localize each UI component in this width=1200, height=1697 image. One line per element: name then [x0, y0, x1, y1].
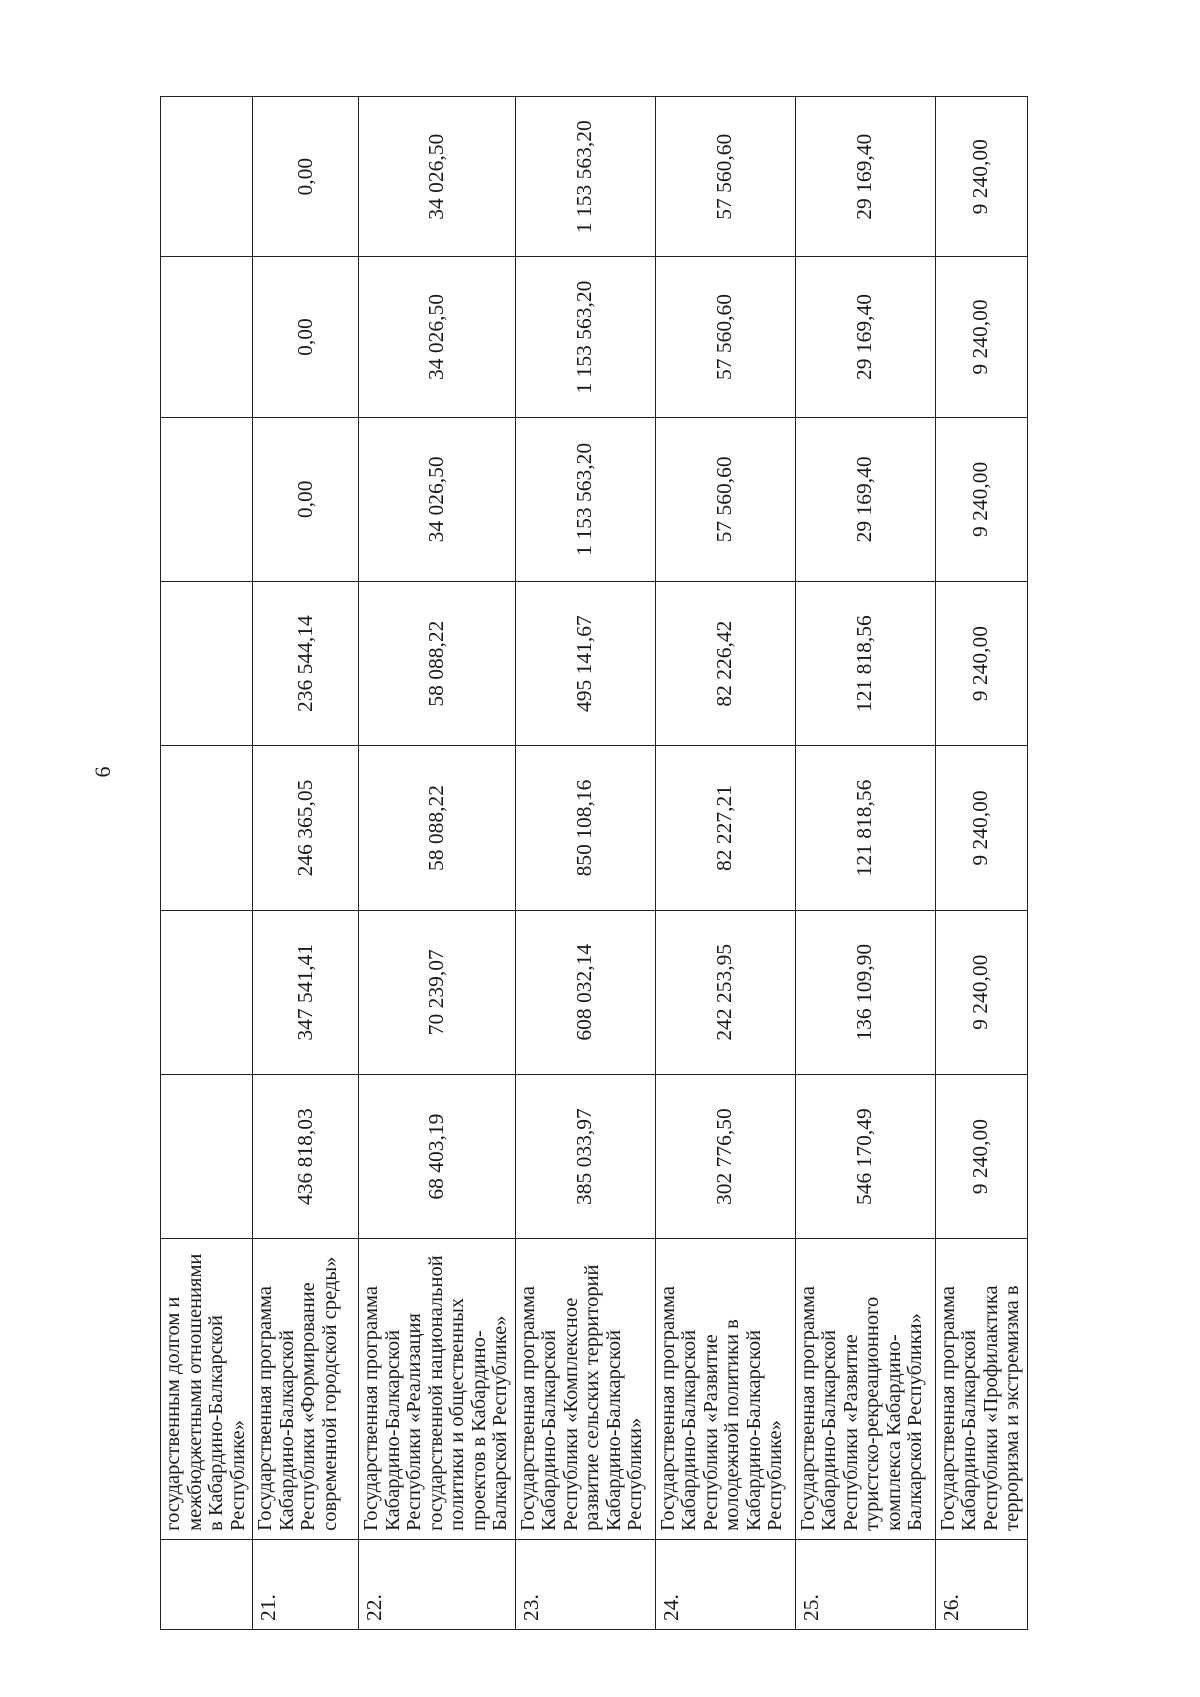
value-cell: 34 026,50	[359, 417, 516, 581]
value-cell	[161, 257, 253, 417]
value-cell: 546 170,49	[795, 1074, 935, 1238]
value-cell: 302 776,50	[655, 1074, 795, 1238]
value-cell: 70 239,07	[359, 910, 516, 1074]
row-number: 26.	[935, 1539, 1027, 1629]
program-name: Государственная программа Кабардино-Балкарской Республики «Развитие туристско-рекреационного комплекса Кабардино-Балкарской Республики»	[795, 1239, 935, 1540]
program-name: Государственная программа Кабардино-Балкарской Республики «Комплексное развитие сельских территорий Кабардино-Балкарской Республики»	[515, 1239, 655, 1540]
value-cell: 121 818,56	[795, 746, 935, 910]
value-cell	[161, 97, 253, 257]
value-cell: 385 033,97	[515, 1074, 655, 1238]
value-cell: 0,00	[253, 97, 359, 257]
row-number: 25.	[795, 1539, 935, 1629]
value-cell: 347 541,41	[253, 910, 359, 1074]
table-row	[795, 97, 935, 1630]
value-cell: 57 560,60	[655, 257, 795, 417]
value-cell: 246 365,05	[253, 746, 359, 910]
table-row	[935, 97, 1027, 1630]
value-cell: 242 253,95	[655, 910, 795, 1074]
value-cell: 9 240,00	[935, 257, 1027, 417]
value-cell: 29 169,40	[795, 97, 935, 257]
value-cell: 58 088,22	[359, 582, 516, 746]
value-cell: 1 153 563,20	[515, 417, 655, 581]
value-cell: 82 226,42	[655, 582, 795, 746]
value-cell: 608 032,14	[515, 910, 655, 1074]
table-row	[359, 97, 516, 1630]
value-cell: 9 240,00	[935, 1074, 1027, 1238]
value-cell: 1 153 563,20	[515, 97, 655, 257]
program-name: Государственная программа Кабардино-Балкарской Республики «Развитие молодежной политики в Кабардино-Балкарской Республике»	[655, 1239, 795, 1540]
value-cell	[161, 582, 253, 746]
value-cell: 495 141,67	[515, 582, 655, 746]
value-cell: 236 544,14	[253, 582, 359, 746]
value-cell: 9 240,00	[935, 746, 1027, 910]
program-name: Государственная программа Кабардино-Балкарской Республики «Профилактика терроризма и экстремизма в	[935, 1239, 1027, 1540]
value-cell: 34 026,50	[359, 257, 516, 417]
value-cell: 121 818,56	[795, 582, 935, 746]
value-cell: 57 560,60	[655, 417, 795, 581]
value-cell	[161, 1074, 253, 1238]
value-cell: 29 169,40	[795, 417, 935, 581]
value-cell: 57 560,60	[655, 97, 795, 257]
row-number: 24.	[655, 1539, 795, 1629]
table-row	[161, 97, 253, 1630]
value-cell: 1 153 563,20	[515, 257, 655, 417]
value-cell	[161, 746, 253, 910]
value-cell: 436 818,03	[253, 1074, 359, 1238]
value-cell	[161, 910, 253, 1074]
value-cell: 0,00	[253, 257, 359, 417]
value-cell: 136 109,90	[795, 910, 935, 1074]
row-number	[161, 1539, 253, 1629]
value-cell: 34 026,50	[359, 97, 516, 257]
page-number: 6	[90, 766, 115, 778]
value-cell: 29 169,40	[795, 257, 935, 417]
value-cell: 0,00	[253, 417, 359, 581]
program-name: государственным долгом и межбюджетными отношениями в Кабардино-Балкарской Республике»	[161, 1239, 253, 1540]
row-number: 22.	[359, 1539, 516, 1629]
budget-table	[160, 96, 1028, 1630]
table-row	[655, 97, 795, 1630]
program-name: Государственная программа Кабардино-Балкарской Республики «Реализация государственной национальной политики и общественных проектов в Кабардино-Балкарской Республике»	[359, 1239, 516, 1540]
row-number: 23.	[515, 1539, 655, 1629]
table-row	[515, 97, 655, 1630]
value-cell: 9 240,00	[935, 417, 1027, 581]
table-row	[253, 97, 359, 1630]
program-name: Государственная программа Кабардино-Балкарской Республики «Формирование современной городской среды»	[253, 1239, 359, 1540]
value-cell: 58 088,22	[359, 746, 516, 910]
row-number: 21.	[253, 1539, 359, 1629]
rotated-table-container	[160, 96, 1104, 1630]
value-cell: 850 108,16	[515, 746, 655, 910]
value-cell: 9 240,00	[935, 97, 1027, 257]
value-cell: 82 227,21	[655, 746, 795, 910]
value-cell: 9 240,00	[935, 582, 1027, 746]
value-cell: 68 403,19	[359, 1074, 516, 1238]
value-cell	[161, 417, 253, 581]
value-cell: 9 240,00	[935, 910, 1027, 1074]
